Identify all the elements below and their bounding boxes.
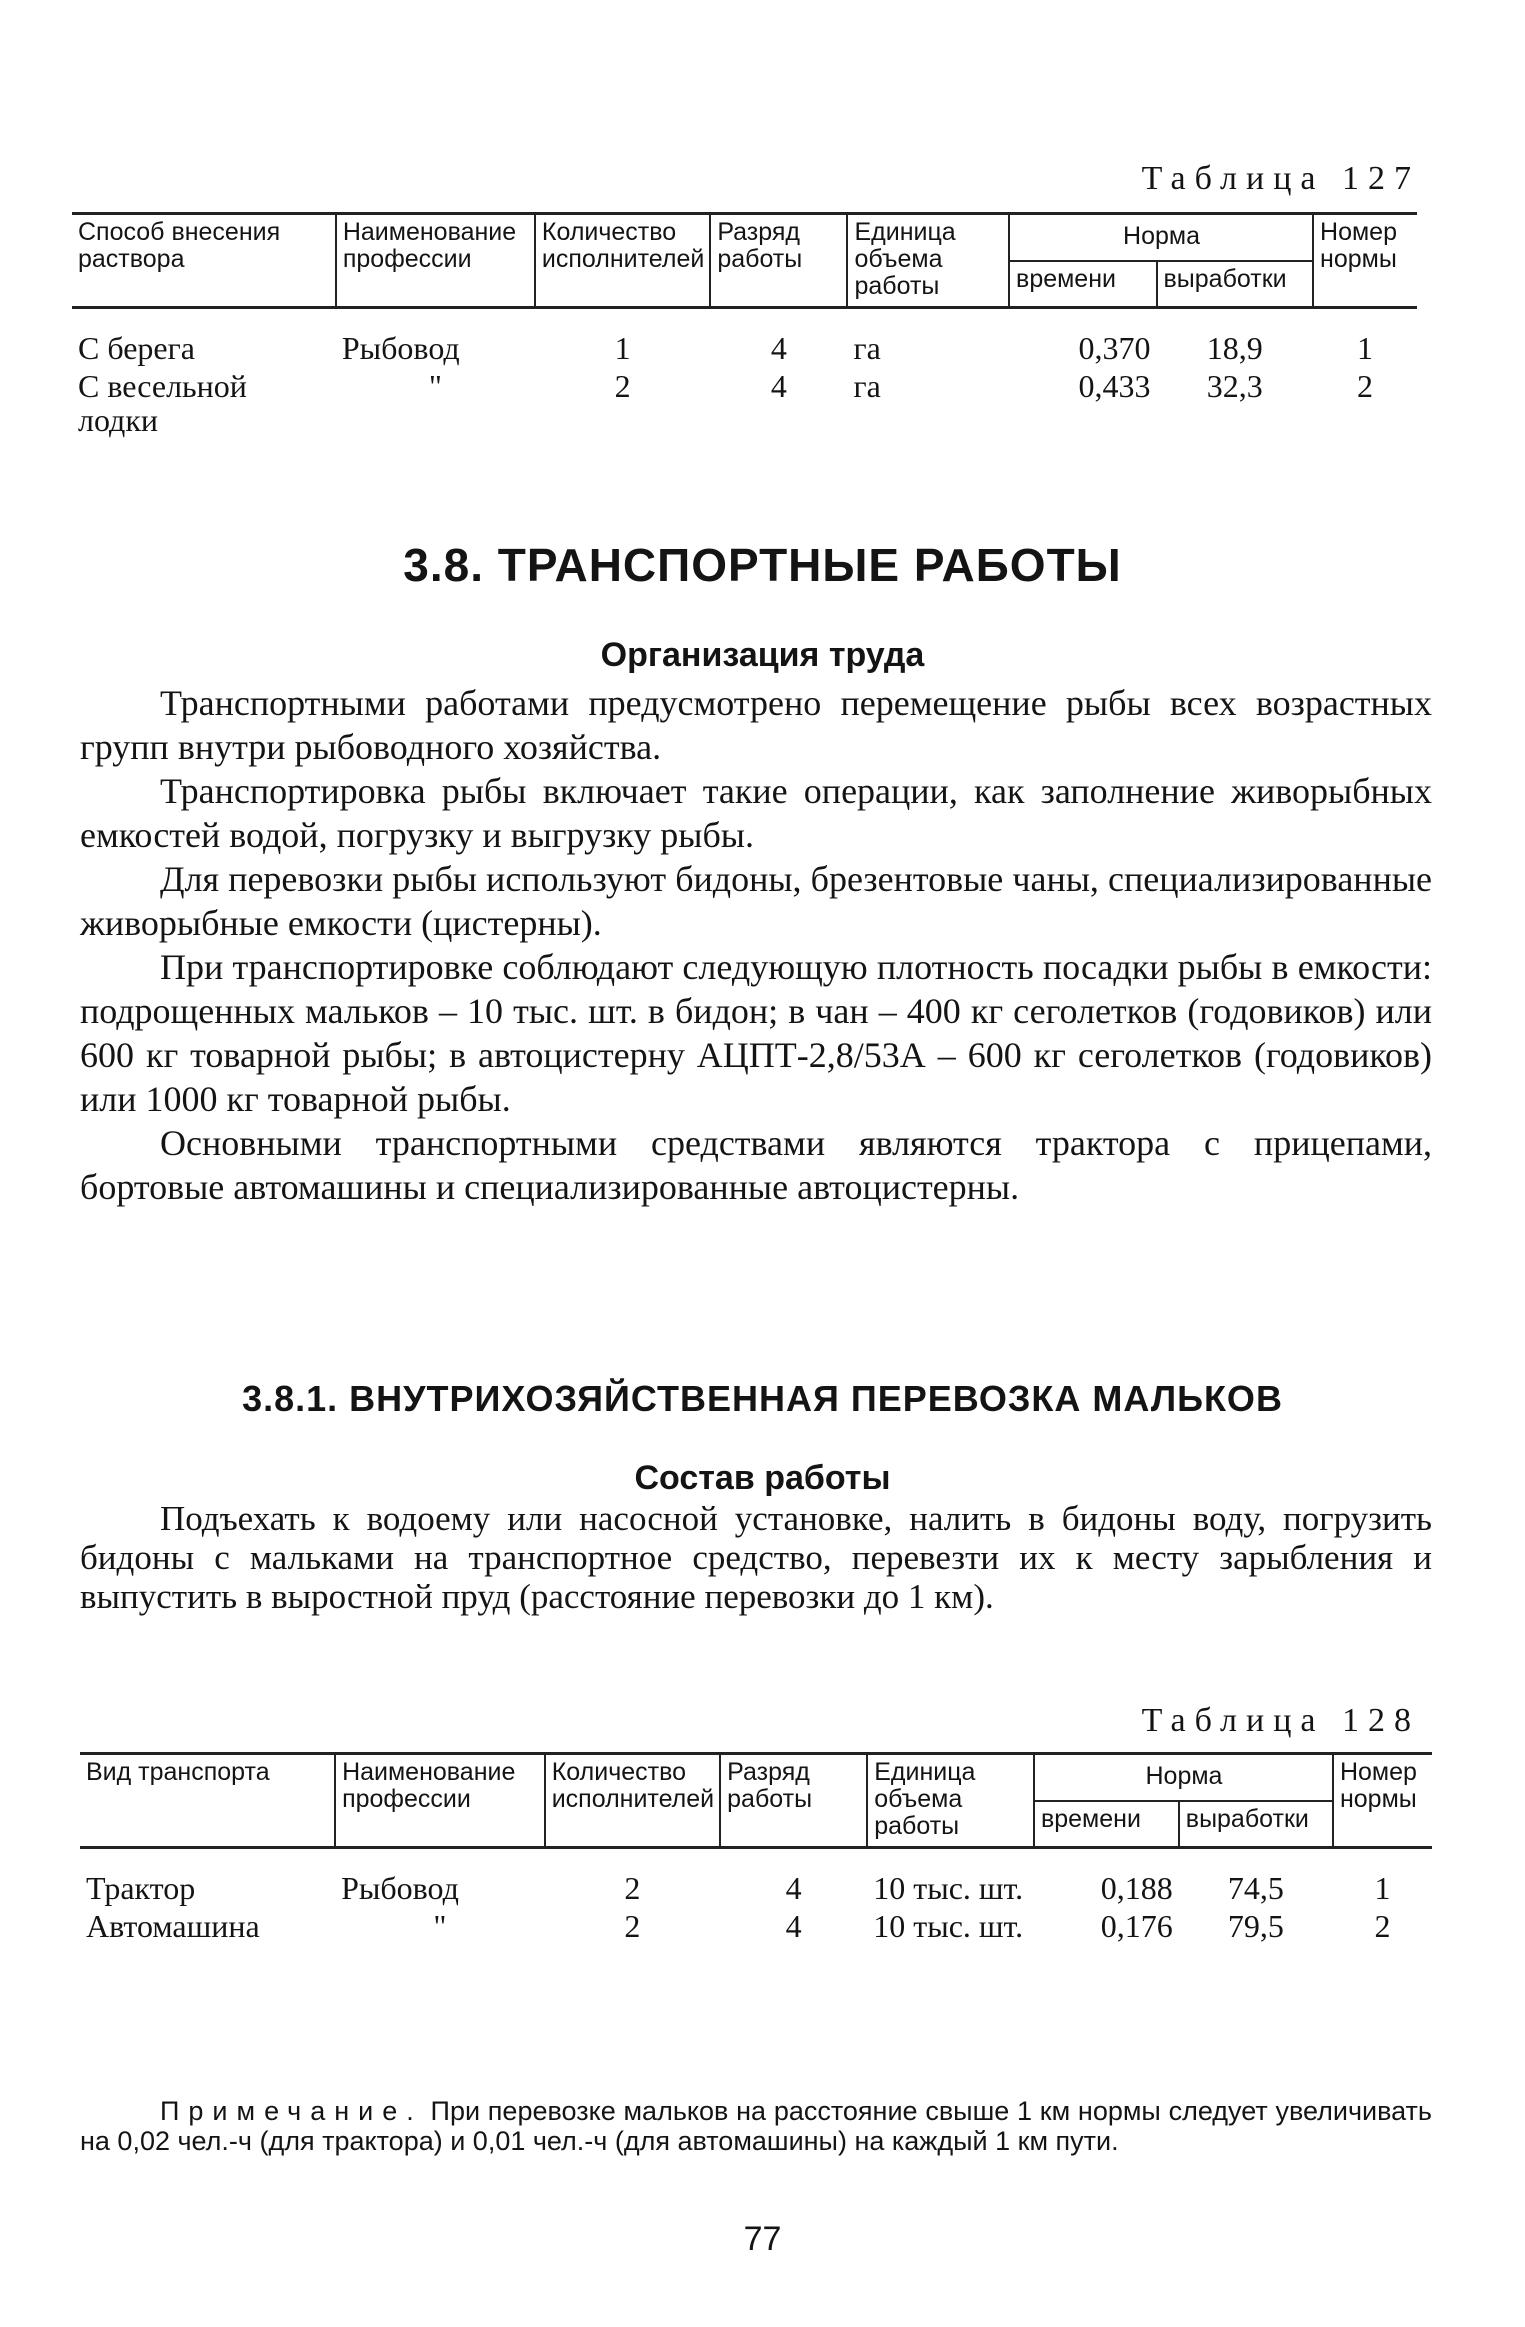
cell-time: 0,370 (1078, 330, 1151, 366)
table-128 (80, 1752, 1432, 1945)
cell-grade: 4 (770, 330, 787, 366)
cell-transport: Трактор (86, 1870, 196, 1906)
header-norm: Норма (1034, 1754, 1333, 1801)
paragraph: Для перевозки рыбы используют бидоны, брезентовые чаны, специализированные живорыбные емкости (цистерны). (80, 859, 1432, 943)
cell-unit: 10 тыс. шт. (873, 1908, 1024, 1944)
header-unit: Единица объема работы (867, 1754, 1034, 1848)
paragraph: Транспортными работами предусмотрено перемещение рыбы всех возрастных групп внутри рыбоводного хозяйства. (80, 683, 1432, 767)
header-grade: Разряд работы (720, 1754, 867, 1848)
cell-profession: " (433, 1908, 447, 1944)
paragraph: При транспортировке соблюдают следующую плотность посадки рыбы в емкости: подрощенных мальков – 10 тыс. шт. в бидон; в чан – 400 кг сеголетков (годовиков) или 600 кг товарной рыбы; в автоцистерну АЦПТ-2,8/53А – 600 кг сеголетков (годовиков) или 1000 кг товарной рыбы. (80, 947, 1432, 1119)
subheading: Организация труда (600, 636, 925, 674)
cell-profession: " (428, 368, 442, 404)
header-norm-time: времени (1034, 1801, 1179, 1848)
header-method: Способ внесения раствора (72, 214, 336, 308)
cell-unit: га (853, 368, 881, 404)
cell-count: 2 (624, 1870, 641, 1906)
cell-time: 0,433 (1078, 368, 1151, 404)
cell-profession: Рыбовод (341, 330, 460, 366)
cell-output: 74,5 (1227, 1870, 1284, 1906)
cell-number: 2 (1357, 368, 1374, 404)
subsection-title: 3.8.1. ВНУТРИХОЗЯЙСТВЕННАЯ ПЕРЕВОЗКА МАЛЬКОВ (242, 1378, 1283, 1419)
cell-output: 32,3 (1206, 368, 1263, 404)
cell-number: 1 (1357, 330, 1374, 366)
header-unit: Единица объема работы (847, 214, 1009, 308)
table-row (72, 308, 1417, 368)
paragraph: Основными транспортными средствами являются трактора с прицепами, бортовые автомашины и специализированные автоцистерны. (80, 1123, 1432, 1207)
cell-grade: 4 (770, 368, 787, 404)
section-body (80, 681, 1432, 1209)
subheading: Состав работы (634, 1459, 891, 1497)
table-row (80, 1907, 1432, 1945)
table-127 (72, 212, 1417, 439)
cell-output: 79,5 (1227, 1908, 1284, 1944)
cell-profession: Рыбовод (341, 1870, 459, 1906)
section-title: 3.8. ТРАНСПОРТНЫЕ РАБОТЫ (403, 539, 1122, 591)
header-norm-number: Номер нормы (1333, 1754, 1432, 1848)
cell-grade: 4 (785, 1870, 802, 1906)
header-norm: Норма (1009, 214, 1313, 261)
subsection-body (80, 1499, 1432, 1616)
table-127-caption: Таблица 127 (1141, 160, 1420, 197)
paragraph: Транспортировка рыбы включает такие операции, как заполнение живорыбных емкостей водой, погрузку и выгрузку рыбы. (80, 771, 1432, 855)
cell-method: С весельной лодки (78, 368, 247, 438)
cell-grade: 4 (785, 1908, 802, 1944)
header-norm-time: времени (1009, 261, 1156, 308)
table-row (80, 1848, 1432, 1908)
cell-unit: 10 тыс. шт. (873, 1870, 1024, 1906)
page-number: 77 (743, 2220, 782, 2258)
header-norm-output: выработки (1179, 1801, 1333, 1848)
cell-output: 18,9 (1206, 330, 1263, 366)
paragraph: Подъехать к водоему или насосной установке, налить в бидоны воду, погрузить бидоны с мальками на транспортное средство, перевезти их к месту зарыбления и выпустить в выростной пруд (расстояние перевозки до 1 км). (80, 1499, 1432, 1616)
cell-count: 2 (614, 368, 631, 404)
table-row (72, 367, 1417, 439)
cell-count: 1 (614, 330, 631, 366)
note-label: Примечание. (160, 2096, 423, 2126)
header-norm-number: Номер нормы (1313, 214, 1417, 308)
cell-time: 0,188 (1100, 1870, 1173, 1906)
cell-count: 2 (624, 1908, 641, 1944)
header-profession: Наименование профессии (335, 1754, 545, 1848)
cell-method: С берега (78, 330, 195, 366)
header-count: Количество исполнителей (545, 1754, 720, 1848)
header-grade: Разряд работы (710, 214, 847, 308)
cell-transport: Автомашина (86, 1908, 260, 1944)
cell-number: 2 (1374, 1908, 1391, 1944)
cell-time: 0,176 (1100, 1908, 1173, 1944)
header-count: Количество исполнителей (535, 214, 710, 308)
header-transport: Вид транспорта (80, 1754, 335, 1848)
cell-unit: га (853, 330, 881, 366)
table-note (80, 2096, 1432, 2156)
cell-number: 1 (1374, 1870, 1391, 1906)
table-128-caption: Таблица 128 (1141, 1702, 1420, 1739)
note-text: При перевозке мальков на расстояние свыше 1 км нормы следует увеличивать на 0,02 чел.-ч (для трактора) и 0,01 чел.-ч (для автомашины) на каждый 1 км пути. (80, 2096, 1432, 2156)
header-profession: Наименование профессии (336, 214, 535, 308)
header-norm-output: выработки (1157, 261, 1314, 308)
